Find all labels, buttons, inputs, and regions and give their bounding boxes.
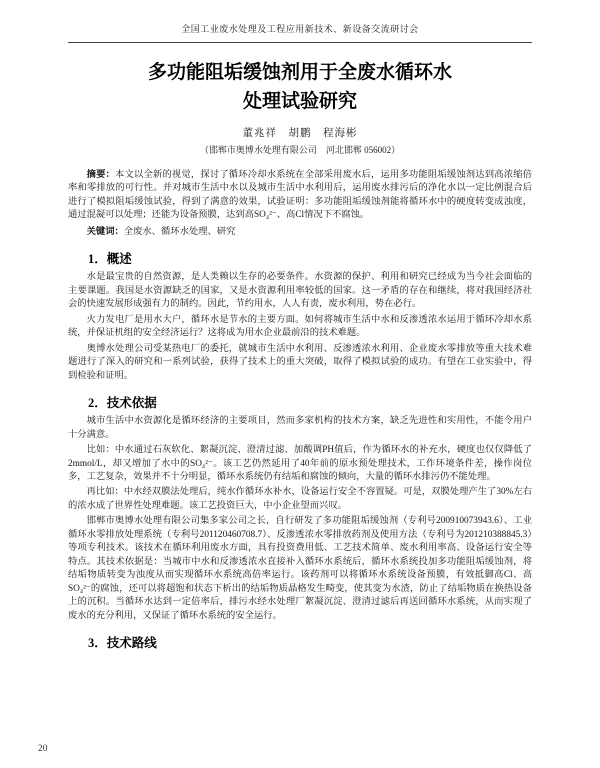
section1-paragraph-3: 奥博水处理公司受某热电厂的委托，就城市生活中水利用、反渗透浓水利用、企业废水零排放等重大技术难题进行了深入的研究和一系列试验，获得了技术上的重大突破，取得了模拟试验的成功。有望在工业实验中，得到检验和证明。: [68, 343, 532, 381]
affiliation-line: （邯郸市奥博水处理有限公司 河北邯郸 056002）: [199, 145, 401, 155]
section2-heading: 2．技术依据: [88, 396, 157, 411]
conference-header-text: 全国工业废水处理及工程应用新技术、新设备交流研讨会: [181, 24, 419, 34]
section2-paragraph-2: 比如：中水通过石灰软化、絮凝沉淀、澄清过滤、加酸调PH值后，作为循环水的补充水，硬度也仅仅降低了2mmol/L，却又增加了水中的SO₄²⁻。该工艺仍然延用了40年前的原水预处理技术，工作环境条件差，操作岗位多，工艺复杂，效果并不十分明显，循环水系统仍有结垢和腐蚀的倾向，大量的循环水排污仍不能处理。: [68, 445, 532, 482]
section1-paragraph-2: 火力发电厂是用水大户，循环水是节水的主要方面。如何将城市生活中水和反渗透浓水运用于循环冷却水系统，并保证机组的安全经济运行？这将成为用水企业最前沿的技术难题。: [68, 314, 532, 339]
keywords-text: 全废水、循环水处理、研究: [123, 226, 236, 237]
keywords-paragraph: [68, 226, 532, 239]
paper-title-line2: 处理试验研究: [242, 90, 357, 112]
section2-paragraph-3: 再比如：中水经双膜法处理后，纯水作循环水补水，设备运行安全不容置疑。可是，双膜处理产生了30%左右的浓水成了世界性处理难题。该工艺投资巨大，中小企业望而兴叹。: [68, 487, 532, 511]
abstract-paragraph: [68, 169, 532, 223]
section1-heading: 1．概述: [88, 252, 132, 267]
authors-line: 董兆祥 胡鹏 程海彬: [242, 128, 358, 139]
paper-title: [68, 59, 532, 116]
page-number: 20: [38, 744, 48, 754]
section1-paragraph-1: 水是最宝贵的自然资源，是人类赖以生存的必要条件。水资源的保护、利用和研究已经成为当今社会面临的主要课题。我国是水资源缺乏的国家，又是水资源利用率较低的国家。这一矛盾的存在和继续，将对我国经济社会的快速发展形成强有力的制约。因此，节约用水，人人有责，废水利用，势在必行。: [68, 272, 532, 310]
section3-heading: 3．技术路线: [88, 636, 157, 651]
keywords-label: 关键词：: [86, 226, 124, 237]
abstract-text: 本文以全新的视觉，探讨了循环冷却水系统在全部采用废水后，运用多功能阻垢缓蚀剂达到高浓缩倍率和零排放的可行性。并对城市生活中水以及城市生活中水利用后，运用废水排污后的净化水以一定比例混合后进行了模拟阻垢缓蚀试验，得到了满意的效果，试验证明：多功能阻垢缓蚀剂能将循环水中的硬度转变成浊度，通过混凝可以处理；还能为设备预膜，达到高SO₄²⁻、高Cl情况下不腐蚀。: [68, 170, 532, 221]
section2-paragraph-1: 城市生活中水资源化是循环经济的主要项目，然而多家机构的技术方案，缺乏先进性和实用性，不能令用户十分满意。: [68, 416, 532, 440]
section2-paragraph-4: 邯郸市奥博水处理有限公司集多家公司之长，自行研发了多功能阻垢缓蚀剂（专利号200910073943.6）、工业循环水零排放处理系统（专利号201120460708.7）、反渗透浓水零排放药剂及使用方法（专利号为201210388845.3）等项专利技术。该技术在循环利用废水方面，具有投资费用低、工艺技术简单、废水利用率高、设备运行安全等特点。其技术依据是：当城市中水和反渗透浓水直接补入循环水系统后，循环水系统投加多功能阻垢缓蚀剂，将结垢物质转变为浊度从而实现循环水系统高倍率运行。该药剂可以将循环水系统设备预膜，有效抵御高Cl、高SO₄²⁻的腐蚀，还可以将超饱和状态下析出的结垢物质晶格发生畸变，使其变为水渣，防止了结垢物质在换热设备上的沉积。当循环水达到一定倍率后，排污水经水处理厂絮凝沉淀、澄清过滤后再送回循环水系统，从而实现了废水的充分利用，又保证了循环水系统的安全运行。: [68, 516, 532, 621]
conference-header: [68, 22, 532, 43]
abstract-label: 摘要：: [86, 170, 116, 180]
paper-title-line1: 多功能阻垢缓蚀剂用于全废水循环水: [147, 62, 452, 83]
